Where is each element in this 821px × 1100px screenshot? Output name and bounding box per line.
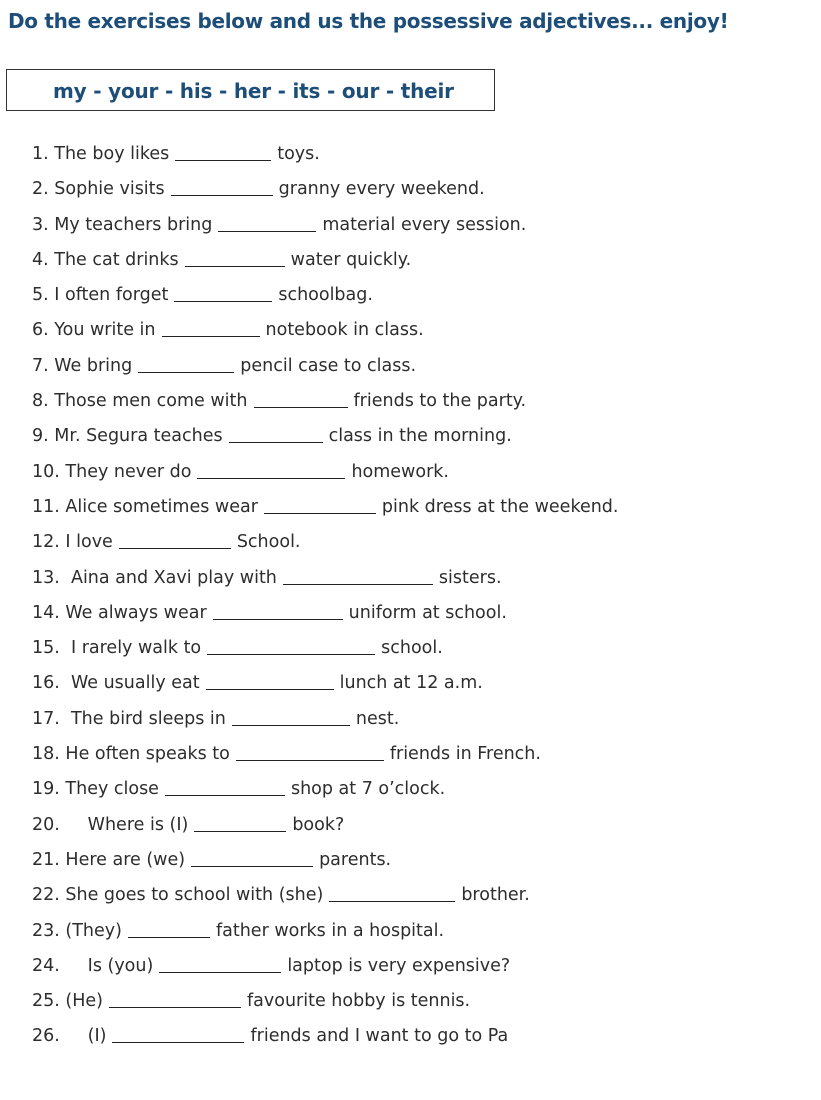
exercise-number: 12.: [32, 532, 60, 553]
exercise-text-after: shop at 7 o’clock.: [290, 779, 446, 800]
exercise-text-before: I rarely walk to: [59, 638, 202, 659]
answer-blank[interactable]: [236, 743, 384, 761]
exercise-number: 18.: [32, 744, 60, 765]
exercise-text-before: We always wear: [59, 602, 207, 623]
exercise-number: 1.: [32, 144, 49, 164]
exercise-item: [32, 920, 618, 955]
exercise-item: [32, 178, 618, 213]
answer-blank[interactable]: [112, 1025, 244, 1043]
exercise-text-after: homework.: [351, 461, 449, 482]
exercise-item: [32, 849, 618, 884]
exercise-item: [32, 672, 618, 707]
exercise-text-after: parents.: [319, 849, 392, 870]
exercise-number: 23.: [32, 920, 60, 941]
exercise-text-after: father works in a hospital.: [215, 920, 445, 941]
exercise-text-after: granny every weekend.: [278, 179, 485, 200]
word-bank-text: my - your - his - her - its - our - their: [53, 79, 454, 103]
exercise-number: 11.: [32, 496, 60, 517]
exercise-text-before: We usually eat: [59, 673, 200, 694]
exercise-number: 8.: [32, 391, 49, 412]
exercise-text-before: They close: [59, 779, 159, 800]
exercise-text-before: You write in: [48, 320, 156, 341]
answer-blank[interactable]: [109, 990, 241, 1008]
exercise-text-after: schoolbag.: [278, 285, 373, 306]
exercise-number: 25.: [32, 991, 60, 1012]
exercise-text-before: Alice sometimes wear: [59, 496, 258, 517]
exercise-text-before: My teachers bring: [48, 214, 213, 235]
exercise-text-after: book?: [292, 814, 345, 835]
exercise-text-after: toys.: [277, 144, 320, 164]
exercise-item: [32, 425, 618, 460]
exercise-text-after: laptop is very expensive?: [287, 955, 511, 976]
exercise-item: [32, 1025, 618, 1060]
exercise-number: 16.: [32, 673, 60, 694]
exercise-number: 14.: [32, 602, 60, 623]
exercise-item: [32, 567, 618, 602]
exercise-number: 19.: [32, 779, 60, 800]
answer-blank[interactable]: [185, 249, 285, 267]
exercise-item: [32, 249, 618, 284]
exercise-text-before: (They): [59, 920, 122, 941]
exercise-item: [32, 990, 618, 1025]
exercise-text-after: favourite hobby is tennis.: [247, 991, 471, 1012]
exercise-text-before: The cat drinks: [48, 249, 179, 270]
exercise-text-before: I love: [59, 532, 113, 553]
answer-blank[interactable]: [329, 884, 455, 902]
exercise-item: [32, 778, 618, 813]
answer-blank[interactable]: [191, 849, 313, 867]
answer-blank[interactable]: [194, 814, 286, 832]
exercise-text-after: School.: [236, 532, 301, 553]
exercise-text-after: uniform at school.: [348, 602, 507, 623]
answer-blank[interactable]: [165, 778, 285, 796]
exercise-item: [32, 284, 618, 319]
exercise-text-before: I often forget: [48, 285, 169, 306]
exercise-item: [32, 143, 618, 178]
exercise-number: 13.: [32, 567, 60, 588]
exercise-number: 9.: [32, 426, 49, 447]
answer-blank[interactable]: [206, 672, 334, 690]
exercise-number: 24.: [32, 955, 60, 976]
exercise-text-before: He often speaks to: [59, 744, 230, 765]
exercise-item: [32, 602, 618, 637]
exercise-text-before: Where is (I): [59, 814, 189, 835]
exercise-text-after: friends in French.: [389, 744, 541, 765]
worksheet-title: Do the exercises below and us the possessive adjectives... enjoy!: [8, 9, 729, 33]
answer-blank[interactable]: [207, 637, 375, 655]
answer-blank[interactable]: [213, 602, 343, 620]
answer-blank[interactable]: [138, 355, 234, 373]
exercise-text-before: She goes to school with (she): [59, 885, 324, 906]
exercise-text-after: pencil case to class.: [240, 355, 417, 376]
exercise-text-after: water quickly.: [290, 249, 412, 270]
exercise-item: [32, 708, 618, 743]
exercise-item: [32, 955, 618, 990]
exercise-text-before: Aina and Xavi play with: [59, 567, 277, 588]
answer-blank[interactable]: [254, 390, 348, 408]
answer-blank[interactable]: [174, 284, 272, 302]
answer-blank[interactable]: [232, 708, 350, 726]
exercise-item: [32, 743, 618, 778]
exercise-item: [32, 319, 618, 354]
answer-blank[interactable]: [197, 461, 345, 479]
answer-blank[interactable]: [159, 955, 281, 973]
answer-blank[interactable]: [175, 143, 271, 161]
exercise-number: 3.: [32, 214, 49, 235]
exercise-text-after: school.: [381, 638, 443, 659]
exercise-text-before: (He): [59, 991, 103, 1012]
exercise-text-after: pink dress at the weekend.: [381, 496, 619, 517]
exercise-text-after: brother.: [461, 885, 530, 906]
exercise-item: [32, 531, 618, 566]
exercise-item: [32, 390, 618, 425]
exercise-number: 17.: [32, 708, 60, 729]
exercise-text-before: The bird sleeps in: [59, 708, 226, 729]
exercise-text-after: notebook in class.: [265, 320, 424, 341]
answer-blank[interactable]: [218, 214, 316, 232]
exercise-item: [32, 814, 618, 849]
exercise-text-after: sisters.: [438, 567, 502, 588]
answer-blank[interactable]: [283, 567, 433, 585]
answer-blank[interactable]: [119, 531, 231, 549]
exercise-text-before: Is (you): [59, 955, 154, 976]
exercise-text-before: Mr. Segura teaches: [48, 426, 223, 447]
exercise-text-before: They never do: [59, 461, 192, 482]
answer-blank[interactable]: [162, 319, 260, 337]
answer-blank[interactable]: [264, 496, 376, 514]
exercise-text-before: (I): [59, 1026, 107, 1047]
exercise-text-before: Here are (we): [59, 849, 186, 870]
exercise-text-after: class in the morning.: [328, 426, 512, 447]
exercise-number: 22.: [32, 885, 60, 906]
exercise-number: 20.: [32, 814, 60, 835]
exercise-text-before: Those men come with: [48, 391, 248, 412]
exercise-item: [32, 355, 618, 390]
exercise-text-after: friends and I want to go to Pa: [250, 1026, 509, 1047]
exercise-item: [32, 884, 618, 919]
exercise-number: 26.: [32, 1026, 60, 1047]
exercise-number: 4.: [32, 249, 49, 270]
exercise-number: 7.: [32, 355, 49, 376]
exercise-number: 10.: [32, 461, 60, 482]
answer-blank[interactable]: [171, 178, 273, 196]
exercise-item: [32, 214, 618, 249]
exercise-number: 6.: [32, 320, 49, 341]
exercise-number: 2.: [32, 179, 49, 200]
exercise-text-before: The boy likes: [48, 144, 170, 164]
exercise-number: 5.: [32, 285, 49, 306]
exercise-item: [32, 496, 618, 531]
exercise-list: [32, 143, 618, 1061]
exercise-text-before: Sophie visits: [48, 179, 165, 200]
exercise-text-after: friends to the party.: [353, 391, 527, 412]
exercise-number: 21.: [32, 849, 60, 870]
answer-blank[interactable]: [229, 425, 323, 443]
exercise-number: 15.: [32, 638, 60, 659]
exercise-text-before: We bring: [48, 355, 133, 376]
exercise-text-after: lunch at 12 a.m.: [339, 673, 483, 694]
exercise-text-after: nest.: [355, 708, 400, 729]
exercise-text-after: material every session.: [322, 214, 527, 235]
word-bank-box: [6, 69, 495, 111]
exercise-item: [32, 461, 618, 496]
answer-blank[interactable]: [128, 920, 210, 938]
exercise-item: [32, 637, 618, 672]
